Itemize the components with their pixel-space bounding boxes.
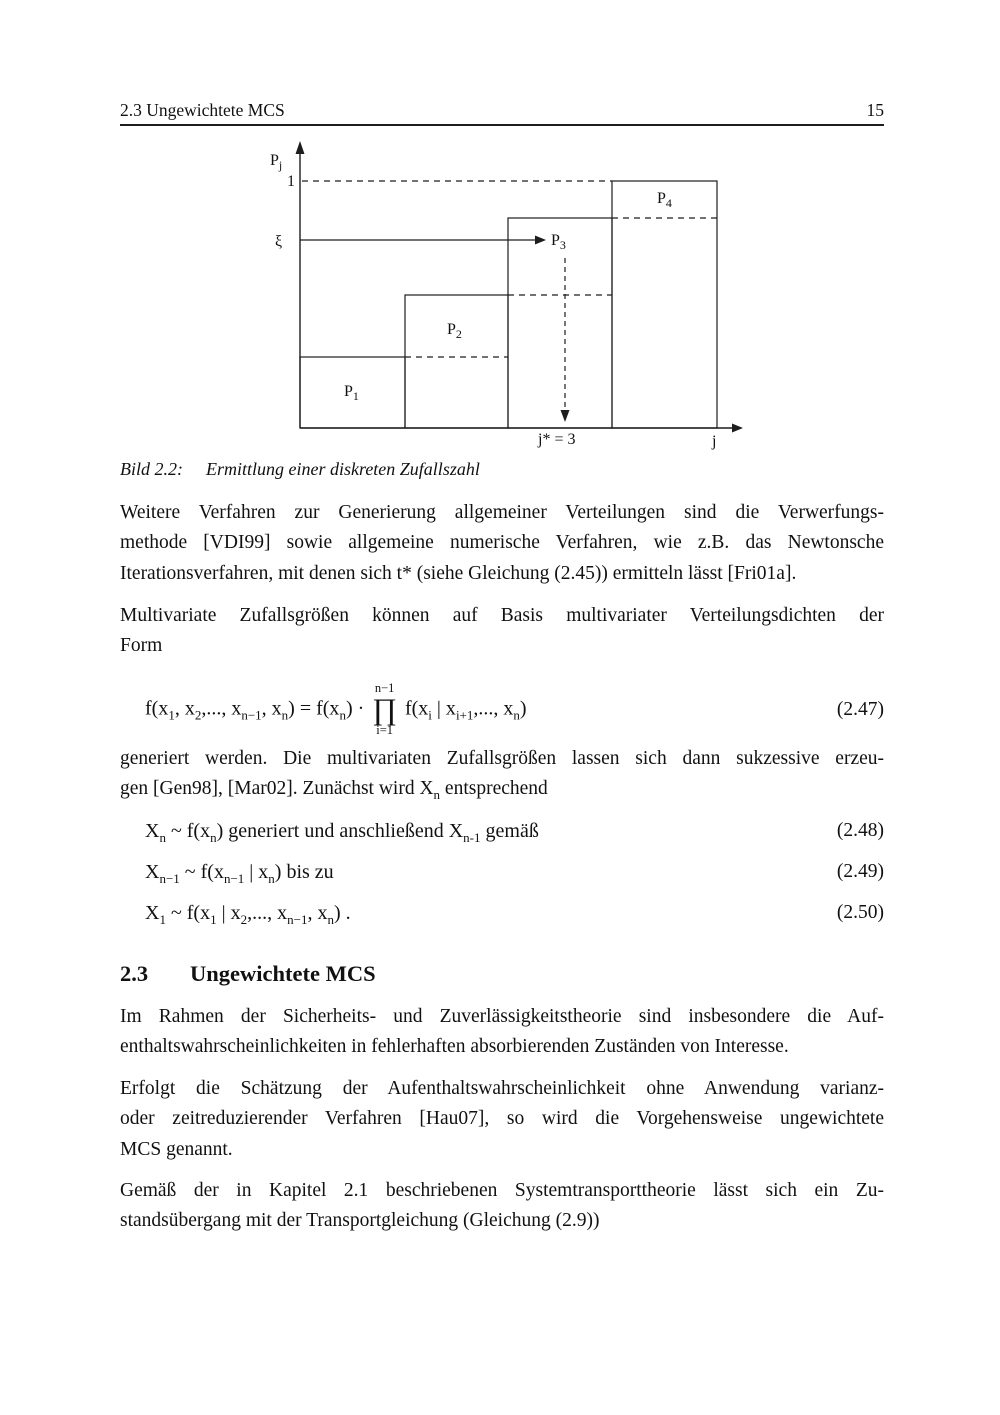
- eq-sub: n: [281, 707, 289, 723]
- eq-sub: i: [428, 707, 432, 723]
- text-line: Weitere Verfahren zur Generierung allgemeiner Verteilungen sind die Verwerfungs-: [120, 502, 884, 523]
- text-line: MCS genannt.: [120, 1138, 233, 1160]
- text-segment: gen [Gen98], [Mar02]. Zunächst wird X: [120, 778, 434, 800]
- equation-number: (2.48): [836, 820, 884, 841]
- eq-text: ~ f(x: [179, 860, 224, 883]
- equation-2-49-formula: [120, 861, 334, 884]
- eq-text: ) bis zu: [274, 860, 334, 883]
- text-line: generiert werden. Die multivariaten Zufallsgrößen lassen sich dann sukzessive erzeu-: [120, 748, 884, 769]
- text-line: Gemäß der in Kapitel 2.1 beschriebenen Systemtransporttheorie lässt sich ein Zu-: [120, 1180, 884, 1201]
- eq-text: , x: [307, 901, 328, 924]
- eq-sub: n: [159, 829, 166, 845]
- paragraph-3: [120, 744, 884, 805]
- eq-text: ,..., x: [201, 697, 242, 720]
- eq-text: ) ·: [345, 697, 365, 720]
- xi-arrowhead: [535, 236, 546, 245]
- text-line: [120, 774, 884, 804]
- equation-number: (2.49): [836, 861, 884, 882]
- section-title: Ungewichtete MCS: [190, 961, 376, 986]
- equation-2-47-formula: [120, 682, 527, 738]
- jstar-label: j* = 3: [538, 431, 576, 448]
- eq-sub: n: [513, 707, 520, 723]
- x-axis-label: j: [712, 433, 717, 450]
- eq-text: ~ f(x: [165, 901, 211, 924]
- eq-sub: n: [327, 911, 334, 927]
- eq-sub: 1: [159, 911, 166, 927]
- eq-text: X: [145, 901, 160, 924]
- text-line: Multivariate Zufallsgrößen können auf Basis multivariater Verteilungsdichten der: [120, 605, 884, 626]
- eq-text: f(x: [145, 697, 169, 720]
- header-rule: [120, 124, 884, 126]
- figure-caption: [120, 459, 480, 480]
- eq-text: f(x: [404, 697, 429, 720]
- eq-text: ) = f(x: [288, 697, 340, 720]
- p3-label: $P_3$: [551, 232, 566, 252]
- eq-text: ~ f(x: [165, 819, 211, 842]
- text-subscript: n: [433, 787, 441, 803]
- section-heading: [120, 961, 376, 987]
- cdf-staircase-plot: [238, 138, 758, 453]
- y-axis-arrowhead: [296, 141, 305, 154]
- eq-text: X: [145, 819, 160, 842]
- text-line: Iterationsverfahren, mit denen sich t* (siehe Gleichung (2.45)) ermitteln lässt [Fri01a].: [120, 562, 797, 584]
- page-number: 15: [866, 100, 884, 120]
- eq-text: ): [519, 697, 527, 720]
- product-symbol: ∏: [372, 692, 397, 726]
- p1-label: $P_1$: [344, 383, 359, 403]
- jstar-arrowhead: [561, 410, 570, 422]
- x-axis-arrowhead: [732, 424, 743, 433]
- figure-caption-label: Bild 2.2:: [120, 459, 183, 479]
- p2-label: $P_2$: [447, 321, 462, 341]
- text-segment: entsprechend: [440, 778, 548, 800]
- eq-sub: n: [268, 870, 275, 886]
- product-upper-limit: n−1: [374, 681, 395, 695]
- eq-sub: 2: [240, 911, 248, 927]
- text-line: methode [VDI99] sowie allgemeine numerische Verfahren, wie z.B. das Newtonsche: [120, 532, 884, 554]
- running-head: 2.3 Ungewichtete MCS: [120, 100, 285, 120]
- eq-sub: 1: [210, 911, 217, 927]
- equation-2-48-formula: [120, 820, 539, 843]
- product-lower-limit: i=1: [376, 723, 393, 738]
- eq-sub: 1: [168, 707, 175, 723]
- text-line: enthaltswahrscheinlichkeiten in fehlerhaften absorbierenden Zuständen von Interesse.: [120, 1036, 789, 1058]
- equation-2-47: [120, 672, 884, 748]
- eq-text: | x: [431, 697, 456, 720]
- equation-number: (2.47): [836, 699, 884, 720]
- eq-sub: 2: [194, 707, 202, 723]
- product-operator: [372, 682, 397, 738]
- eq-text: | x: [244, 860, 269, 883]
- equation-2-48: [120, 816, 884, 846]
- eq-sub: n-1: [463, 829, 481, 845]
- section-number: 2.3: [120, 961, 149, 986]
- equation-2-50: [120, 898, 884, 928]
- y-axis-label: $P_j$: [270, 152, 283, 172]
- eq-text: | x: [216, 901, 241, 924]
- paragraph-4: [120, 1002, 884, 1063]
- eq-sub: n−1: [223, 870, 245, 886]
- equation-2-49: [120, 857, 884, 887]
- text-line: Form: [120, 635, 163, 657]
- eq-sub: n: [339, 707, 346, 723]
- text-line: standsübergang mit der Transportgleichung (Gleichung (2.9)): [120, 1210, 600, 1232]
- paragraph-2: [120, 601, 884, 662]
- paragraph-1: [120, 498, 884, 589]
- text-line: Im Rahmen der Sicherheits- und Zuverlässigkeitstheorie sind insbesondere die Auf-: [120, 1006, 884, 1027]
- eq-sub: n−1: [241, 707, 262, 723]
- equation-number: (2.50): [836, 902, 884, 923]
- p2-box: [405, 295, 508, 428]
- eq-text: ,..., x: [473, 697, 514, 720]
- xi-label: ξ: [275, 233, 283, 250]
- figure-caption-text: Ermittlung einer diskreten Zufallszahl: [206, 459, 480, 479]
- eq-text: X: [145, 860, 160, 883]
- text-line: oder zeitreduzierender Verfahren [Hau07], so wird die Vorgehensweise ungewichtete: [120, 1108, 884, 1130]
- equation-2-50-formula: [120, 902, 351, 925]
- tick-one-label: 1: [287, 173, 295, 190]
- eq-text: ,..., x: [247, 901, 288, 924]
- figure-2-2: [238, 138, 758, 453]
- eq-text: ) generiert und anschließend X: [216, 819, 464, 842]
- eq-sub: n: [210, 829, 217, 845]
- eq-text: ) .: [333, 901, 351, 924]
- paragraph-6: [120, 1176, 884, 1237]
- paragraph-5: [120, 1074, 884, 1165]
- eq-text: gemäß: [480, 819, 539, 842]
- text-line: Erfolgt die Schätzung der Aufenthaltswahrscheinlichkeit ohne Anwendung varianz-: [120, 1078, 884, 1099]
- eq-text: , x: [174, 697, 195, 720]
- page-header: [120, 100, 884, 121]
- eq-text: , x: [261, 697, 282, 720]
- eq-sub: n−1: [159, 870, 180, 886]
- eq-sub: i+1: [455, 707, 474, 723]
- eq-sub: n−1: [287, 911, 308, 927]
- p4-label: $P_4$: [657, 190, 672, 210]
